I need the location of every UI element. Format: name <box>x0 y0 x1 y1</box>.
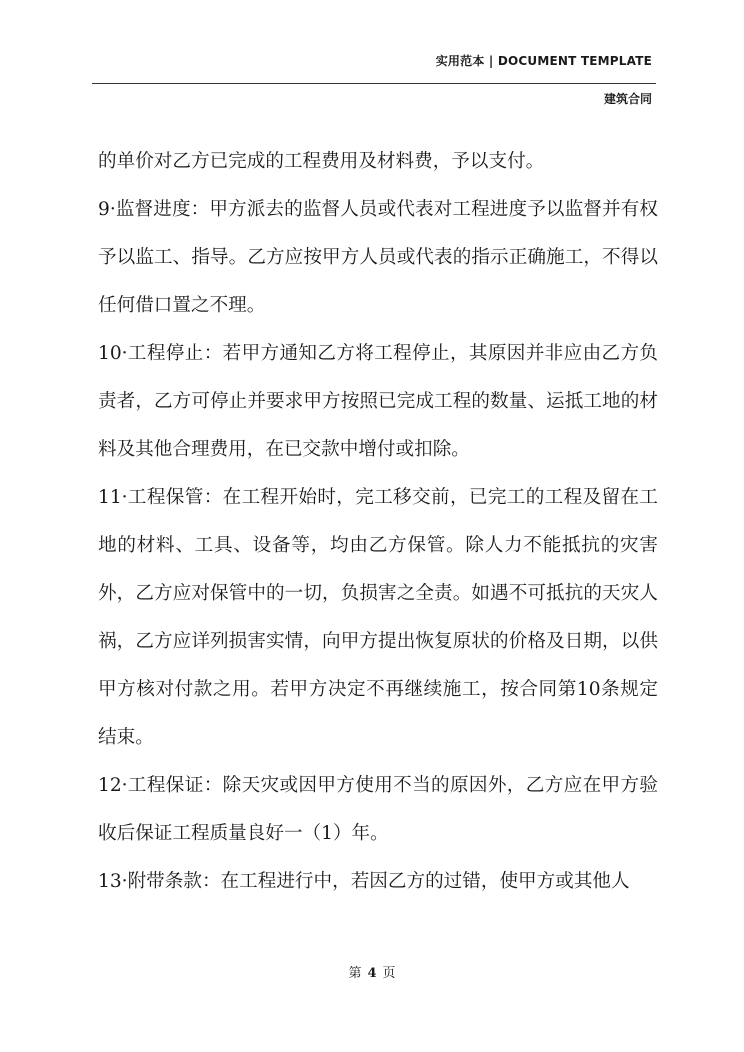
paragraph-clause-9: 9·监督进度：甲方派去的监督人员或代表对工程进度予以监督并有权予以监工、指导。乙方应按甲方人员或代表的指示正确施工，不得以任何借口置之不理。 <box>98 199 658 316</box>
header-divider <box>92 83 656 84</box>
paragraph-continuation: 的单价对乙方已完成的工程费用及材料费，予以支付。 <box>98 151 545 172</box>
paragraph-clause-10: 10·工程停止：若甲方通知乙方将工程停止，其原因并非应由乙方负责者，乙方可停止并要求甲方按照已完成工程的数量、运抵工地的材料及其他合理费用，在已交款中增付或扣除。 <box>98 343 658 460</box>
footer-prefix: 第 <box>348 966 362 981</box>
footer-suffix: 页 <box>382 966 396 981</box>
page-number: 4 <box>367 966 377 981</box>
paragraph-clause-12: 12·工程保证：除天灾或因甲方使用不当的原因外，乙方应在甲方验收后保证工程质量良好一（1）年。 <box>98 775 658 844</box>
page-footer <box>0 962 744 981</box>
header-subtitle: 建筑合同 <box>603 92 652 106</box>
paragraph-clause-13: 13·附带条款：在工程进行中，若因乙方的过错，使甲方或其他人 <box>98 871 630 892</box>
contract-body <box>98 138 658 906</box>
paragraph-clause-11: 11·工程保管：在工程开始时，完工移交前，已完工的工程及留在工地的材料、工具、设备等，均由乙方保管。除人力不能抵抗的灾害外，乙方应对保管中的一切，负损害之全责。如遇不可抵抗的天灾人祸，乙方应详列损害实情，向甲方提出恢复原状的价格及日期，以供甲方核对付款之用。若甲方决定不再继续施工，按合同第10条规定结束。 <box>98 487 658 748</box>
header-title: 实用范本 | DOCUMENT TEMPLATE <box>435 54 652 68</box>
